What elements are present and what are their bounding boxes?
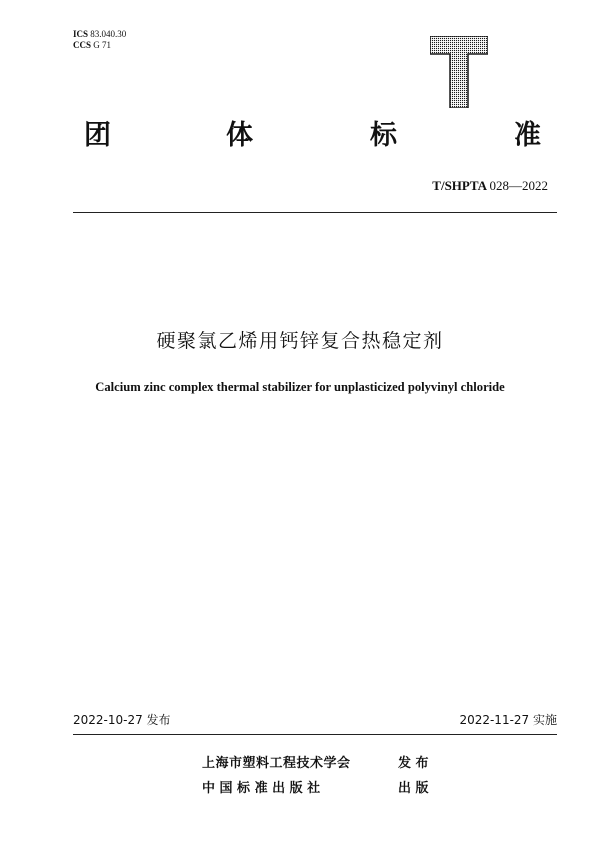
issuer-name: 上海市塑料工程技术学会 <box>202 756 351 771</box>
heading-char-2: 体 <box>226 120 253 151</box>
heading-char-4: 准 <box>514 120 541 151</box>
publisher-name: 中 国 标 准 出 版 社 <box>202 781 321 796</box>
ccs-value: G 71 <box>93 40 112 50</box>
heading-char-1: 团 <box>84 120 111 151</box>
ics-value: 83.040.30 <box>90 29 127 39</box>
standard-code: 028—2022 <box>489 178 548 193</box>
standard-type-logo <box>430 36 488 108</box>
standard-number <box>432 178 548 194</box>
publisher-action: 出 版 <box>398 781 429 796</box>
ics-code <box>73 29 126 40</box>
standard-prefix: T/SHPTA <box>432 178 487 193</box>
ccs-label: CCS <box>73 40 92 50</box>
implement-date: 2022-11-27 实施 <box>459 713 557 727</box>
title-english: Calcium zinc complex thermal stabilizer for unplasticized polyvinyl chloride <box>95 380 505 394</box>
ccs-code <box>73 40 111 51</box>
heading-char-3: 标 <box>370 120 397 151</box>
issue-date: 2022-10-27 发布 <box>73 713 171 727</box>
bottom-divider <box>73 734 557 735</box>
title-chinese: 硬聚氯乙烯用钙锌复合热稳定剂 <box>156 330 444 352</box>
issuer-action: 发 布 <box>398 756 429 771</box>
ics-label: ICS <box>73 29 89 39</box>
top-divider <box>73 212 557 213</box>
